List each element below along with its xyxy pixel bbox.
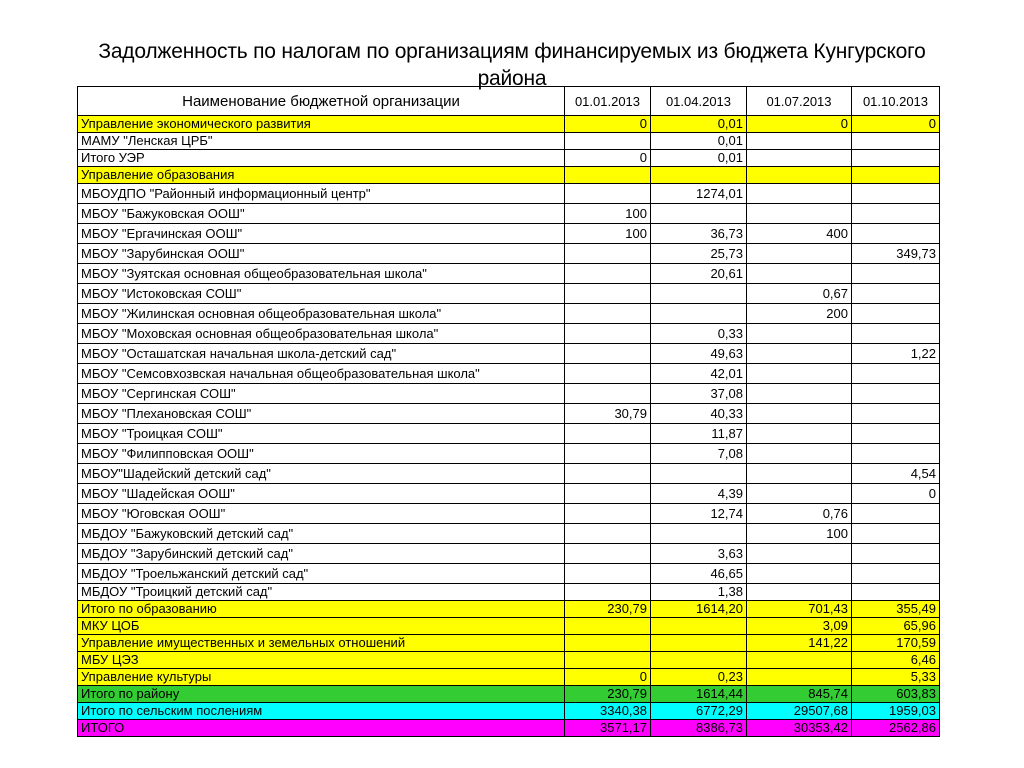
debt-value-cell-date-1: [565, 284, 651, 304]
table-row: [78, 686, 940, 703]
debt-value-cell-date-3: 3,09: [747, 618, 852, 635]
organization-name-cell: МБОУ "Моховская основная общеобразовательная школа": [78, 324, 565, 344]
debt-value-cell-date-2: [651, 284, 747, 304]
table-row: [78, 464, 940, 484]
debt-value-cell-date-2: 25,73: [651, 244, 747, 264]
debt-value-cell-date-4: [852, 184, 940, 204]
debt-value-cell-date-1: [565, 344, 651, 364]
debt-value-cell-date-3: 0,76: [747, 504, 852, 524]
table-row: [78, 364, 940, 384]
debt-value-cell-date-3: [747, 364, 852, 384]
debt-value-cell-date-4: [852, 544, 940, 564]
organization-name-cell: Управление экономического развития: [78, 116, 565, 133]
debt-value-cell-date-3: 0: [747, 116, 852, 133]
debt-value-cell-date-4: 4,54: [852, 464, 940, 484]
organization-name-cell: МБОУ "Плехановская СОШ": [78, 404, 565, 424]
debt-value-cell-date-3: [747, 133, 852, 150]
header-date-2: 01.04.2013: [651, 87, 747, 116]
debt-value-cell-date-2: 42,01: [651, 364, 747, 384]
table-row: [78, 601, 940, 618]
debt-value-cell-date-2: 37,08: [651, 384, 747, 404]
organization-name-cell: МБДОУ "Троицкий детский сад": [78, 584, 565, 601]
debt-value-cell-date-1: 100: [565, 224, 651, 244]
debt-value-cell-date-2: [651, 652, 747, 669]
debt-value-cell-date-2: 3,63: [651, 544, 747, 564]
debt-value-cell-date-1: [565, 264, 651, 284]
debt-value-cell-date-2: 0,01: [651, 133, 747, 150]
debt-value-cell-date-2: [651, 304, 747, 324]
debt-value-cell-date-3: [747, 669, 852, 686]
debt-value-cell-date-3: 30353,42: [747, 720, 852, 737]
debt-value-cell-date-2: 0,23: [651, 669, 747, 686]
debt-value-cell-date-2: [651, 635, 747, 652]
table-row: [78, 564, 940, 584]
debt-value-cell-date-4: [852, 224, 940, 244]
debt-value-cell-date-4: [852, 204, 940, 224]
organization-name-cell: Итого по району: [78, 686, 565, 703]
debt-value-cell-date-3: 29507,68: [747, 703, 852, 720]
organization-name-cell: МАМУ "Ленская ЦРБ": [78, 133, 565, 150]
debt-value-cell-date-3: [747, 584, 852, 601]
debt-value-cell-date-1: [565, 304, 651, 324]
debt-value-cell-date-4: [852, 150, 940, 167]
debt-value-cell-date-1: [565, 484, 651, 504]
debt-value-cell-date-4: 0: [852, 484, 940, 504]
debt-value-cell-date-1: 230,79: [565, 601, 651, 618]
table-row: [78, 244, 940, 264]
debt-value-cell-date-3: [747, 244, 852, 264]
debt-value-cell-date-2: 6772,29: [651, 703, 747, 720]
debt-value-cell-date-2: 4,39: [651, 484, 747, 504]
debt-value-cell-date-4: [852, 384, 940, 404]
organization-name-cell: МБОУ"Шадейский детский сад": [78, 464, 565, 484]
debt-value-cell-date-2: 36,73: [651, 224, 747, 244]
organization-name-cell: Итого по образованию: [78, 601, 565, 618]
table-row: [78, 284, 940, 304]
debt-value-cell-date-2: 20,61: [651, 264, 747, 284]
debt-value-cell-date-1: [565, 364, 651, 384]
table-row: [78, 703, 940, 720]
organization-name-cell: МБОУ "Осташатская начальная школа-детский сад": [78, 344, 565, 364]
debt-value-cell-date-4: [852, 133, 940, 150]
debt-value-cell-date-1: 0: [565, 150, 651, 167]
table-row: [78, 167, 940, 184]
organization-name-cell: МБОУ "Семсовхозвская начальная общеобразовательная школа": [78, 364, 565, 384]
debt-value-cell-date-3: [747, 184, 852, 204]
table-row: [78, 524, 940, 544]
debt-value-cell-date-4: [852, 424, 940, 444]
debt-value-cell-date-3: [747, 150, 852, 167]
debt-value-cell-date-2: [651, 618, 747, 635]
debt-value-cell-date-3: [747, 464, 852, 484]
debt-value-cell-date-1: [565, 133, 651, 150]
debt-value-cell-date-2: 1614,20: [651, 601, 747, 618]
organization-name-cell: МБОУ "Сергинская СОШ": [78, 384, 565, 404]
page-title: [60, 38, 964, 92]
debt-value-cell-date-4: 2562,86: [852, 720, 940, 737]
debt-value-cell-date-2: [651, 167, 747, 184]
debt-value-cell-date-4: [852, 364, 940, 384]
table-row: [78, 304, 940, 324]
organization-name-cell: МБУ ЦЭЗ: [78, 652, 565, 669]
debt-value-cell-date-3: [747, 264, 852, 284]
organization-name-cell: МБОУ "Юговская ООШ": [78, 504, 565, 524]
organization-name-cell: МБОУ "Троицкая СОШ": [78, 424, 565, 444]
debt-value-cell-date-2: 1274,01: [651, 184, 747, 204]
debt-value-cell-date-1: [565, 184, 651, 204]
debt-value-cell-date-4: [852, 264, 940, 284]
debt-value-cell-date-4: 5,33: [852, 669, 940, 686]
table-row: [78, 669, 940, 686]
header-date-1: 01.01.2013: [565, 87, 651, 116]
organization-name-cell: ИТОГО: [78, 720, 565, 737]
table-row: [78, 344, 940, 364]
debt-value-cell-date-1: [565, 384, 651, 404]
debt-value-cell-date-3: [747, 324, 852, 344]
table-row: [78, 404, 940, 424]
debt-value-cell-date-4: [852, 304, 940, 324]
debt-value-cell-date-2: [651, 524, 747, 544]
organization-name-cell: МБОУ "Зуятская основная общеобразовательная школа": [78, 264, 565, 284]
debt-value-cell-date-2: 1,38: [651, 584, 747, 601]
debt-value-cell-date-2: 11,87: [651, 424, 747, 444]
table-row: [78, 324, 940, 344]
debt-value-cell-date-2: 7,08: [651, 444, 747, 464]
debt-value-cell-date-1: 3340,38: [565, 703, 651, 720]
debt-value-cell-date-1: [565, 652, 651, 669]
organization-name-cell: МБОУ "Шадейская ООШ": [78, 484, 565, 504]
debt-value-cell-date-1: [565, 524, 651, 544]
table-row: [78, 618, 940, 635]
debt-value-cell-date-2: [651, 464, 747, 484]
debt-value-cell-date-2: 46,65: [651, 564, 747, 584]
header-date-4: 01.10.2013: [852, 87, 940, 116]
table-body: [78, 116, 940, 737]
debt-value-cell-date-4: 603,83: [852, 686, 940, 703]
title-line-2: района: [477, 67, 547, 90]
debt-value-cell-date-2: 0,33: [651, 324, 747, 344]
organization-name-cell: Управление культуры: [78, 669, 565, 686]
debt-value-cell-date-2: 49,63: [651, 344, 747, 364]
table-row: [78, 133, 940, 150]
debt-value-cell-date-4: 65,96: [852, 618, 940, 635]
debt-value-cell-date-4: 355,49: [852, 601, 940, 618]
debt-value-cell-date-2: 0,01: [651, 150, 747, 167]
debt-value-cell-date-1: [565, 444, 651, 464]
debt-value-cell-date-4: 170,59: [852, 635, 940, 652]
table-row: [78, 720, 940, 737]
organization-name-cell: МБОУ "Истоковская СОШ": [78, 284, 565, 304]
debt-value-cell-date-4: 0: [852, 116, 940, 133]
debt-value-cell-date-3: [747, 544, 852, 564]
organization-name-cell: МБОУ "Жилинская основная общеобразовательная школа": [78, 304, 565, 324]
tax-debt-table: [77, 86, 940, 737]
table-row: [78, 224, 940, 244]
debt-value-cell-date-3: [747, 344, 852, 364]
organization-name-cell: Итого по сельским послениям: [78, 703, 565, 720]
debt-value-cell-date-2: 0,01: [651, 116, 747, 133]
organization-name-cell: Управление образования: [78, 167, 565, 184]
table-row: [78, 584, 940, 601]
debt-value-cell-date-3: [747, 167, 852, 184]
debt-value-cell-date-3: [747, 204, 852, 224]
table-row: [78, 264, 940, 284]
debt-value-cell-date-1: [565, 564, 651, 584]
debt-value-cell-date-3: 0,67: [747, 284, 852, 304]
organization-name-cell: МБОУ "Зарубинская ООШ": [78, 244, 565, 264]
organization-name-cell: Управление имущественных и земельных отношений: [78, 635, 565, 652]
debt-value-cell-date-4: [852, 444, 940, 464]
table-header-row: [78, 87, 940, 116]
table-row: [78, 635, 940, 652]
debt-value-cell-date-1: [565, 167, 651, 184]
debt-value-cell-date-2: 8386,73: [651, 720, 747, 737]
organization-name-cell: МБДОУ "Бажуковский детский сад": [78, 524, 565, 544]
debt-value-cell-date-3: 400: [747, 224, 852, 244]
organization-name-cell: МКУ ЦОБ: [78, 618, 565, 635]
debt-value-cell-date-4: 6,46: [852, 652, 940, 669]
debt-value-cell-date-1: 30,79: [565, 404, 651, 424]
table-row: [78, 504, 940, 524]
debt-value-cell-date-3: 845,74: [747, 686, 852, 703]
table-row: [78, 444, 940, 464]
debt-value-cell-date-3: [747, 564, 852, 584]
debt-value-cell-date-3: [747, 384, 852, 404]
organization-name-cell: Итого УЭР: [78, 150, 565, 167]
header-date-3: 01.07.2013: [747, 87, 852, 116]
debt-value-cell-date-4: [852, 324, 940, 344]
debt-value-cell-date-1: 3571,17: [565, 720, 651, 737]
debt-value-cell-date-1: 0: [565, 116, 651, 133]
organization-name-cell: МБОУДПО "Районный информационный центр": [78, 184, 565, 204]
debt-value-cell-date-4: [852, 284, 940, 304]
table-row: [78, 544, 940, 564]
debt-value-cell-date-4: [852, 564, 940, 584]
debt-value-cell-date-1: [565, 544, 651, 564]
debt-value-cell-date-1: [565, 584, 651, 601]
table-row: [78, 652, 940, 669]
organization-name-cell: МБОУ "Ергачинская ООШ": [78, 224, 565, 244]
debt-value-cell-date-3: [747, 444, 852, 464]
debt-value-cell-date-1: [565, 324, 651, 344]
debt-value-cell-date-1: [565, 618, 651, 635]
debt-value-cell-date-1: [565, 244, 651, 264]
table-row: [78, 484, 940, 504]
debt-value-cell-date-3: 100: [747, 524, 852, 544]
organization-name-cell: МБДОУ "Зарубинский детский сад": [78, 544, 565, 564]
debt-value-cell-date-2: [651, 204, 747, 224]
debt-value-cell-date-1: [565, 635, 651, 652]
table-row: [78, 150, 940, 167]
debt-value-cell-date-1: [565, 504, 651, 524]
debt-value-cell-date-1: [565, 424, 651, 444]
organization-name-cell: МБОУ "Филипповская ООШ": [78, 444, 565, 464]
debt-value-cell-date-3: [747, 652, 852, 669]
table-row: [78, 116, 940, 133]
debt-value-cell-date-2: 12,74: [651, 504, 747, 524]
table-row: [78, 184, 940, 204]
debt-value-cell-date-3: [747, 484, 852, 504]
debt-value-cell-date-3: 701,43: [747, 601, 852, 618]
debt-value-cell-date-4: [852, 524, 940, 544]
debt-value-cell-date-4: [852, 404, 940, 424]
debt-value-cell-date-3: 200: [747, 304, 852, 324]
debt-value-cell-date-3: [747, 404, 852, 424]
debt-value-cell-date-4: [852, 584, 940, 601]
debt-value-cell-date-1: 0: [565, 669, 651, 686]
debt-value-cell-date-2: 1614,44: [651, 686, 747, 703]
debt-value-cell-date-4: 1959,03: [852, 703, 940, 720]
debt-value-cell-date-1: 100: [565, 204, 651, 224]
debt-value-cell-date-3: [747, 424, 852, 444]
debt-value-cell-date-3: 141,22: [747, 635, 852, 652]
debt-value-cell-date-4: [852, 167, 940, 184]
debt-value-cell-date-1: [565, 464, 651, 484]
debt-value-cell-date-2: 40,33: [651, 404, 747, 424]
debt-value-cell-date-4: [852, 504, 940, 524]
debt-value-cell-date-4: 1,22: [852, 344, 940, 364]
table-row: [78, 384, 940, 404]
debt-value-cell-date-1: 230,79: [565, 686, 651, 703]
header-organization-name: Наименование бюджетной организации: [78, 87, 565, 116]
debt-value-cell-date-4: 349,73: [852, 244, 940, 264]
table-row: [78, 424, 940, 444]
title-line-1: Задолженность по налогам по организациям финансируемых из бюджета Кунгурского: [98, 40, 926, 63]
table-row: [78, 204, 940, 224]
organization-name-cell: МБОУ "Бажуковская ООШ": [78, 204, 565, 224]
organization-name-cell: МБДОУ "Троельжанский детский сад": [78, 564, 565, 584]
